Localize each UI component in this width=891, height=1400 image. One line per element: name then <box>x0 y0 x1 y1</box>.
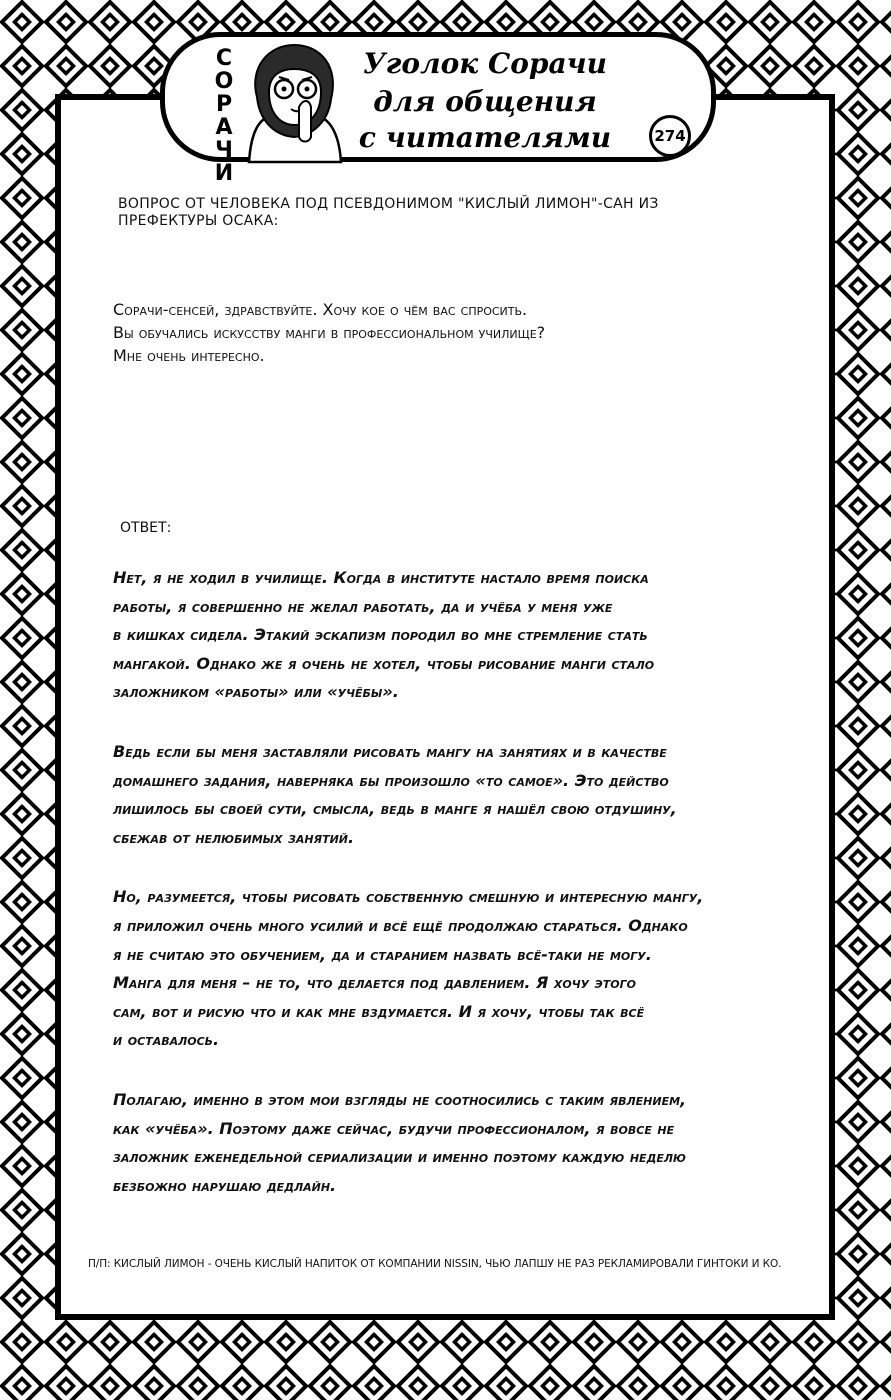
answer-line: мангакой. Однако же я очень не хотел, чтобы рисование манги стало <box>113 653 655 673</box>
answer-line: как «учёба». Поэтому даже сейчас, будучи профессионалом, я вовсе не <box>113 1118 675 1138</box>
question-line: Мне очень интересно. <box>113 346 265 365</box>
answer-label: ОТВЕТ: <box>120 520 172 536</box>
answer-line: лишилось бы своей сути, смысла, ведь в манге я нашёл свою отдушину, <box>113 799 677 819</box>
answer-paragraph <box>113 1086 783 1200</box>
vertical-author-name: СОРАЧИ <box>214 46 234 186</box>
answer-line: Нет, я не ходил в училище. Когда в институте настало время поиска <box>113 568 649 587</box>
answer-line: безбожно нарушаю дедлайн. <box>113 1175 337 1195</box>
header-title-line-3: с читателями <box>358 121 612 154</box>
author-portrait-icon <box>229 37 359 162</box>
answer-line: сам, вот и рисую что и как мне вздумается. И я хочу, чтобы так всё <box>113 1001 645 1021</box>
question-label: ВОПРОС ОТ ЧЕЛОВЕКА ПОД ПСЕВДОНИМОМ "КИСЛЫЙ ЛИМОН"-САН ИЗ ПРЕФЕКТУРЫ ОСАКА: <box>118 196 659 229</box>
issue-number-badge: 274 <box>649 115 691 157</box>
answer-paragraph <box>113 738 783 852</box>
answer-line: Ведь если бы меня заставляли рисовать мангу на занятиях и в качестве <box>113 741 667 761</box>
answer-line: я приложил очень много усилий и всё ещё продолжаю стараться. Однако <box>113 915 688 935</box>
answer-line: Полагаю, именно в этом мои взгляды не соотносились с таким явлением, <box>113 1089 687 1109</box>
answer-paragraph <box>113 564 783 707</box>
answer-line: домашнего задания, наверняка бы произошло «то самое». Это действо <box>113 770 669 790</box>
answer-line: заложник еженедельной сериализации и именно поэтому каждую неделю <box>113 1147 686 1167</box>
answer-line: в кишках сидела. Этакий эскапизм породил во мне стремление стать <box>113 625 648 645</box>
answer-line: Манга для меня – не то, что делается под давлением. Я хочу этого <box>113 973 636 993</box>
answer-line: и оставалось. <box>113 1030 220 1050</box>
answer-line: работы, я совершенно не желал работать, да и учёба у меня уже <box>113 596 613 616</box>
answer-line: заложником «работы» или «учёбы». <box>113 682 399 702</box>
answer-line: сбежав от нелюбимых занятий. <box>113 827 355 847</box>
answer-text <box>113 564 783 1231</box>
translator-footnote: П/П: КИСЛЫЙ ЛИМОН - ОЧЕНЬ КИСЛЫЙ НАПИТОК ОТ КОМПАНИИ NISSIN, ЧЬЮ ЛАПШУ НЕ РАЗ РЕКЛАМИРОВАЛИ ГИНТОКИ И КО. <box>88 1258 782 1270</box>
header-banner <box>160 32 716 186</box>
question-text <box>113 298 733 367</box>
header-title-line-2: для общения <box>373 85 597 118</box>
question-line: Вы обучались искусству манги в профессиональном училище? <box>113 323 546 342</box>
question-line: Сорачи-сенсей, здравствуйте. Хочу кое о чём вас спросить. <box>113 300 528 319</box>
answer-line: Но, разумеется, чтобы рисовать собственную смешную и интересную мангу, <box>113 887 704 907</box>
answer-line: я не считаю это обучением, да и старанием назвать всё-таки не могу. <box>113 944 652 964</box>
answer-paragraph <box>113 883 783 1055</box>
header-title-line-1: Уголок Сорачи <box>362 47 608 80</box>
